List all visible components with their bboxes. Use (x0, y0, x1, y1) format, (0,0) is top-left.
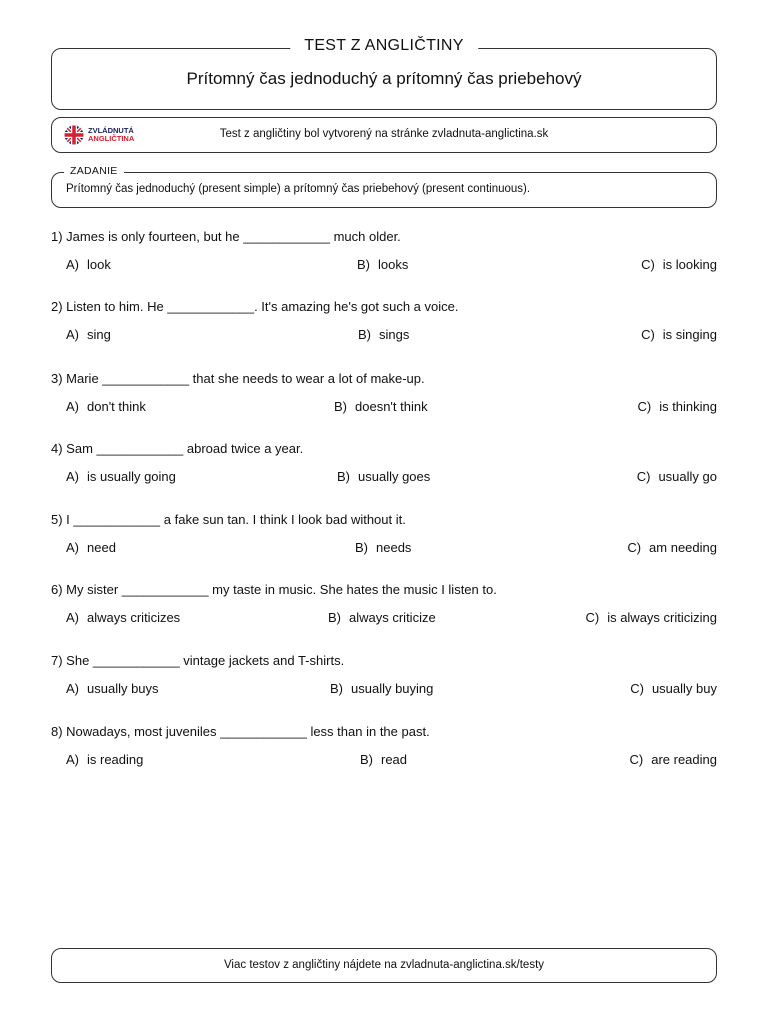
option-a[interactable]: A) is reading (66, 752, 144, 767)
option-a[interactable]: A) sing (66, 327, 111, 342)
option-b[interactable]: B) read (360, 752, 408, 767)
option-a[interactable]: A) look (66, 257, 111, 272)
task-legend: ZADANIE (64, 165, 124, 177)
question-text: 8) Nowadays, most juveniles ____________ less than in the past. (51, 724, 430, 739)
question-text: 2) Listen to him. He ____________. It's amazing he's got such a voice. (51, 299, 459, 314)
option-c[interactable]: C) is thinking (637, 399, 717, 414)
option-b[interactable]: B) usually buying (330, 681, 434, 696)
question-text: 4) Sam ____________ abroad twice a year. (51, 441, 304, 456)
option-c[interactable]: C) am needing (627, 540, 717, 555)
question-text: 5) I ____________ a fake sun tan. I think I look bad without it. (51, 512, 406, 527)
logo-text-line2: ANGLIČTINA (88, 134, 135, 143)
option-c[interactable]: C) is looking (641, 257, 717, 272)
brand-box (51, 117, 717, 153)
option-a[interactable]: A) is usually going (66, 469, 176, 484)
option-c[interactable]: C) are reading (629, 752, 717, 767)
option-a[interactable]: A) usually buys (66, 681, 159, 696)
option-b[interactable]: B) needs (355, 540, 412, 555)
brand-info-text: Test z angličtiny bol vytvorený na stránke zvladnuta-anglictina.sk (219, 128, 549, 140)
question-text: 6) My sister ____________ my taste in music. She hates the music I listen to. (51, 582, 497, 597)
option-b[interactable]: B) doesn't think (334, 399, 428, 414)
question-text: 7) She ____________ vintage jackets and T-shirts. (51, 653, 345, 668)
option-a[interactable]: A) need (66, 540, 116, 555)
footer-box (51, 948, 717, 983)
footer-text[interactable]: Viac testov z angličtiny nájdete na zvladnuta-anglictina.sk/testy (223, 959, 545, 971)
title-box (51, 37, 717, 110)
option-a[interactable]: A) don't think (66, 399, 146, 414)
question-text: 3) Marie ____________ that she needs to wear a lot of make-up. (51, 371, 425, 386)
option-a[interactable]: A) always criticizes (66, 610, 181, 625)
option-b[interactable]: B) always criticize (328, 610, 436, 625)
option-b[interactable]: B) looks (357, 257, 409, 272)
task-instructions: Prítomný čas jednoduchý (present simple) a prítomný čas priebehový (present continuous). (66, 183, 531, 195)
test-title: TEST Z ANGLIČTINY (290, 37, 478, 55)
task-box (51, 165, 717, 208)
option-c[interactable]: C) usually buy (630, 681, 717, 696)
option-c[interactable]: C) is always criticizing (585, 610, 717, 625)
page-subtitle: Prítomný čas jednoduchý a prítomný čas priebehový (186, 69, 582, 88)
question-text: 1) James is only fourteen, but he ____________ much older. (51, 229, 401, 244)
option-b[interactable]: B) sings (358, 327, 410, 342)
option-b[interactable]: B) usually goes (337, 469, 431, 484)
option-c[interactable]: C) is singing (641, 327, 717, 342)
option-c[interactable]: C) usually go (636, 469, 717, 484)
logo-text-line1: ZVLÁDNUTÁ (88, 126, 134, 135)
